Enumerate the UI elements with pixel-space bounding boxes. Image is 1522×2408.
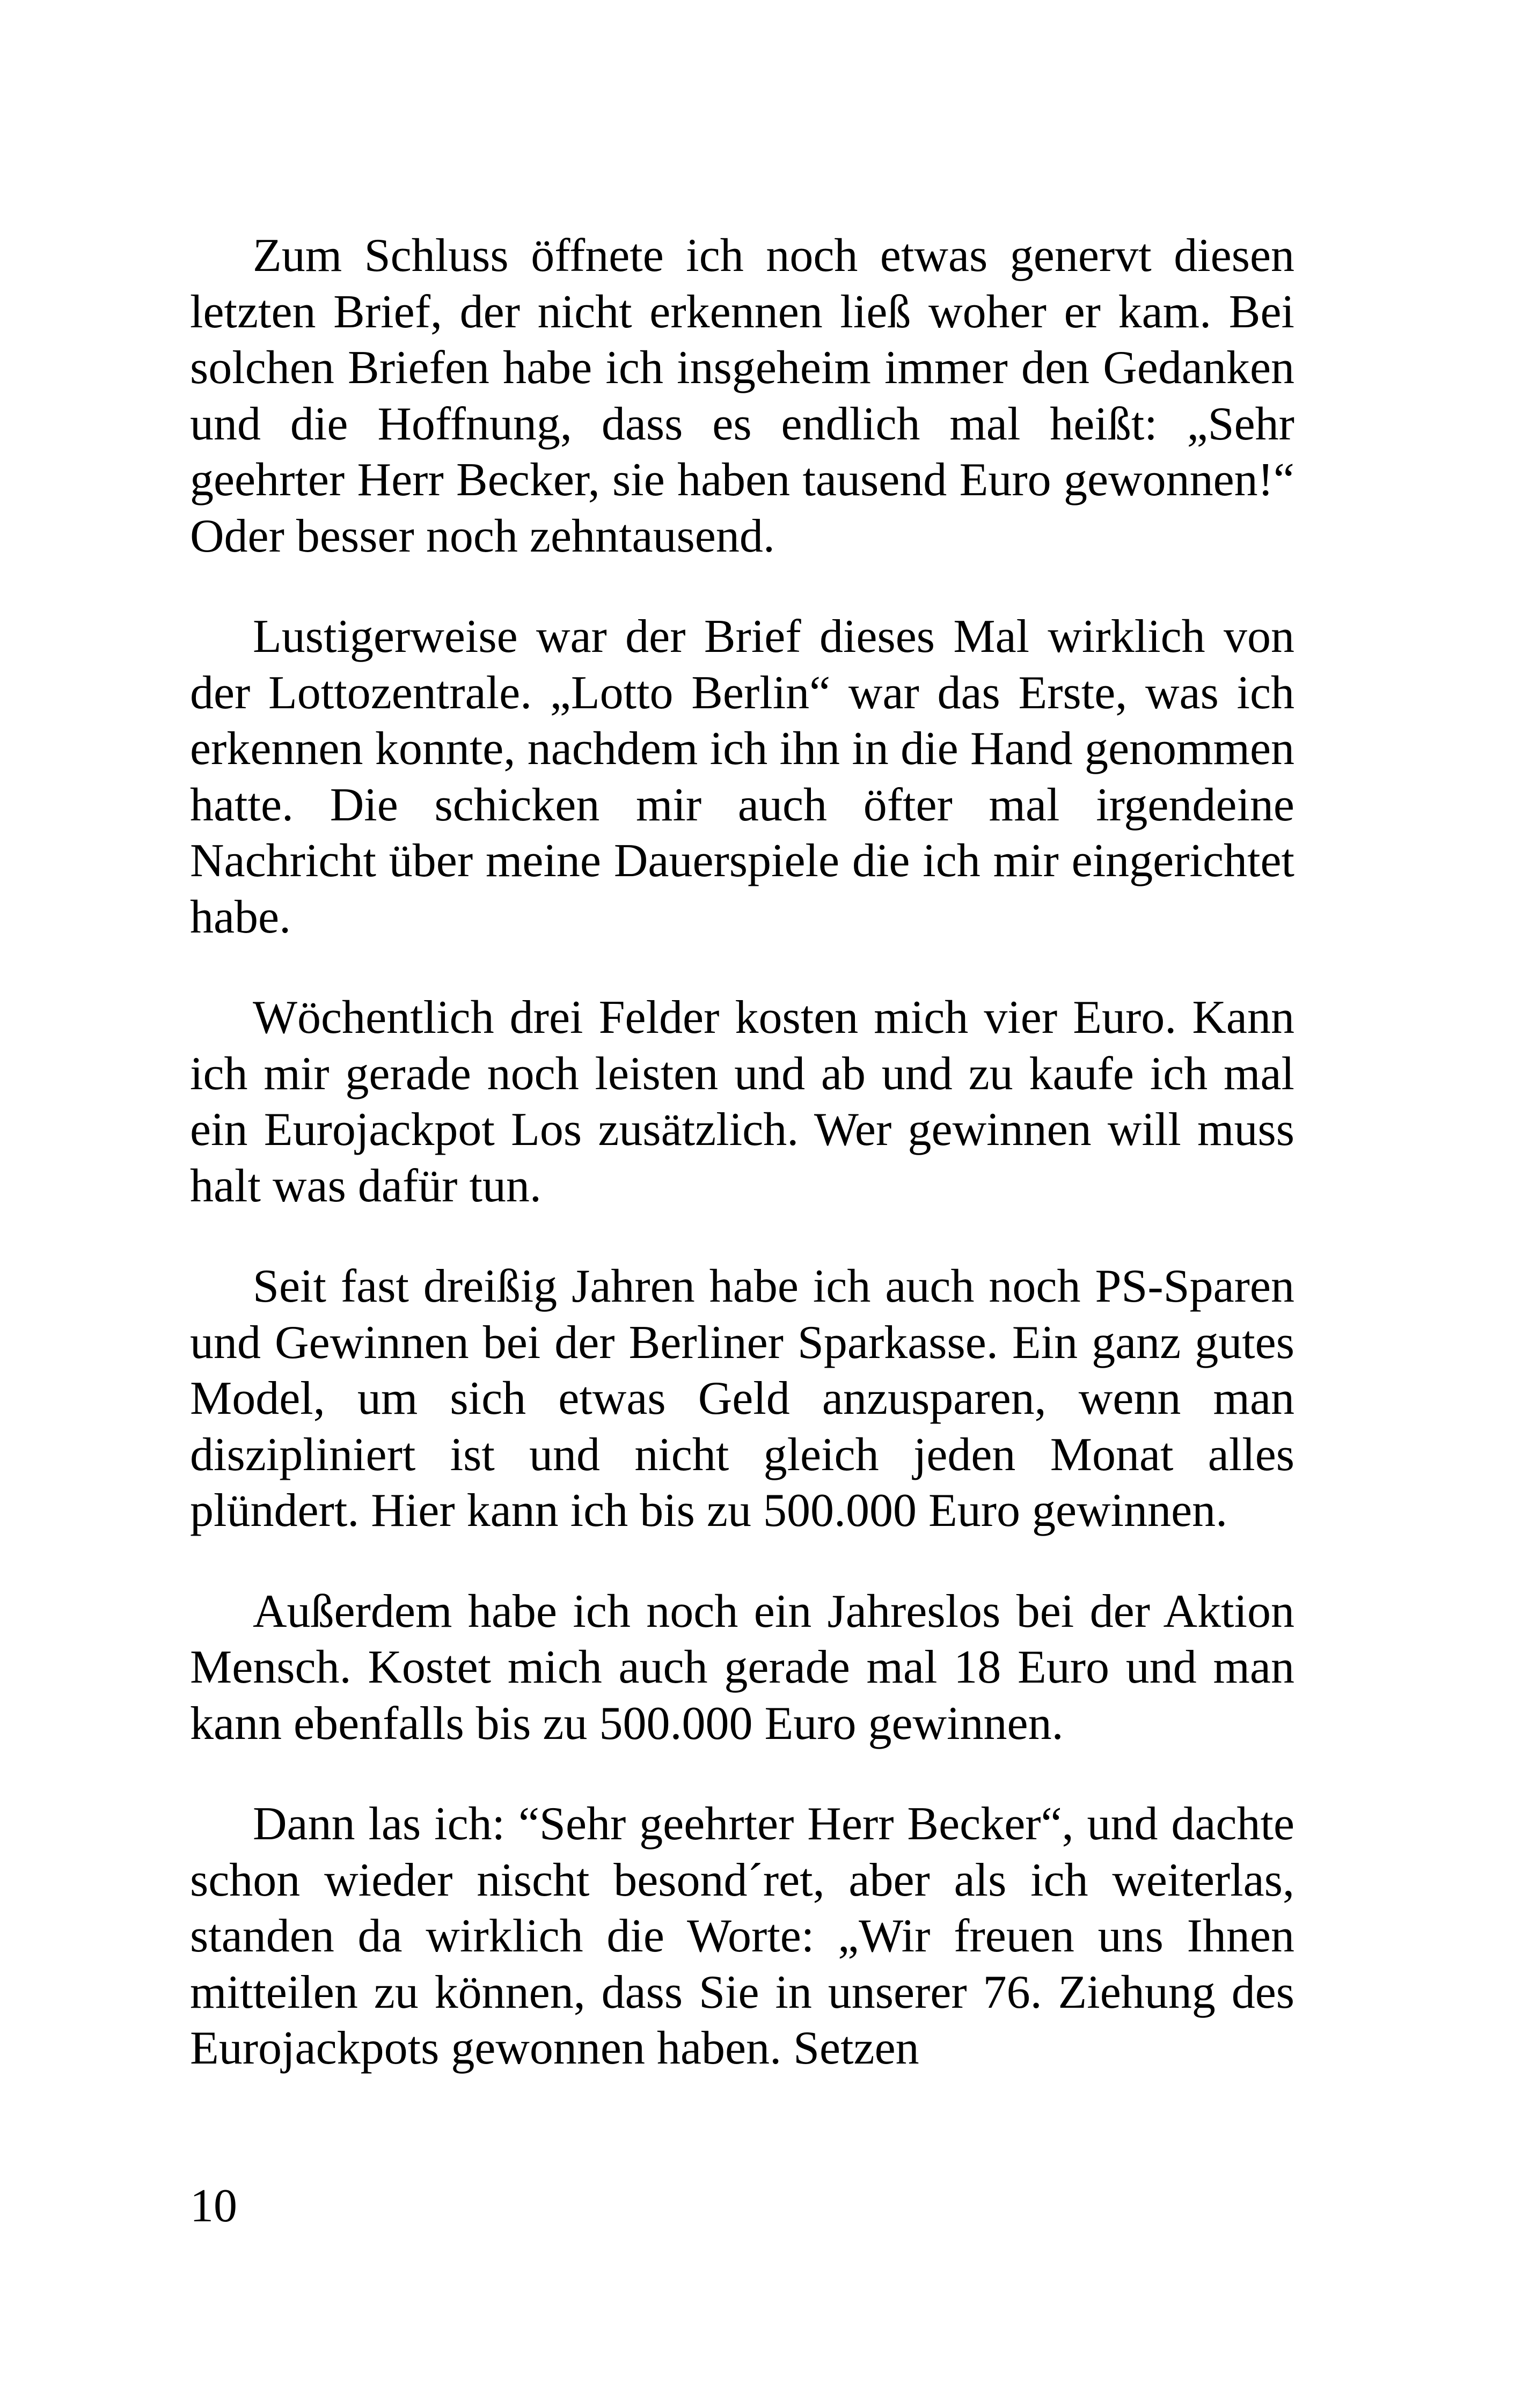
page-number: 10 [190, 2180, 237, 2232]
paragraph-6: Dann las ich: “Sehr geehrter Herr Becker“, und dachte schon wieder nischt besond´ret, aber als ich weiterlas, standen da wirklich die Worte: „Wir freuen uns Ihnen mitteilen zu können, dass Sie in unserer 76. Ziehung des Eurojackpots gewonnen haben. Setzen [190, 1798, 1294, 2074]
paragraph-5: Außerdem habe ich noch ein Jahreslos bei der Aktion Mensch. Kostet mich auch gerade mal 18 Euro und man kann ebenfalls bis zu 500.000 Euro gewinnen. [190, 1585, 1294, 1750]
paragraph-1: Zum Schluss öffnete ich noch etwas genervt diesen letzten Brief, der nicht erkennen ließ woher er kam. Bei solchen Briefen habe ich insgeheim immer den Gedanken und die Hoffnung, dass es endlich mal heißt: „Sehr geehrter Herr Becker, sie haben tausend Euro gewonnen!“ Oder besser noch zehntausend. [190, 230, 1294, 562]
paragraph-2: Lustigerweise war der Brief dieses Mal wirklich von der Lottozentrale. „Lotto Berlin“ war das Erste, was ich erkennen konnte, nachdem ich ihn in die Hand genommen hatte. Die schicken mir auch öfter mal irgendeine Nachricht über meine Dauerspiele die ich mir eingerichtet habe. [190, 611, 1294, 943]
paragraph-4: Seit fast dreißig Jahren habe ich auch noch PS-Sparen und Gewinnen bei der Berliner Sparkasse. Ein ganz gutes Model, um sich etwas Geld anzusparen, wenn man diszipliniert ist und nicht gleich jeden Monat alles plündert. Hier kann ich bis zu 500.000 Euro gewinnen. [190, 1260, 1294, 1537]
page-body [190, 228, 1294, 2077]
paragraph-3: Wöchentlich drei Felder kosten mich vier Euro. Kann ich mir gerade noch leisten und ab und zu kaufe ich mal ein Eurojackpot Los zusätzlich. Wer gewinnen will muss halt was dafür tun. [190, 992, 1294, 1212]
